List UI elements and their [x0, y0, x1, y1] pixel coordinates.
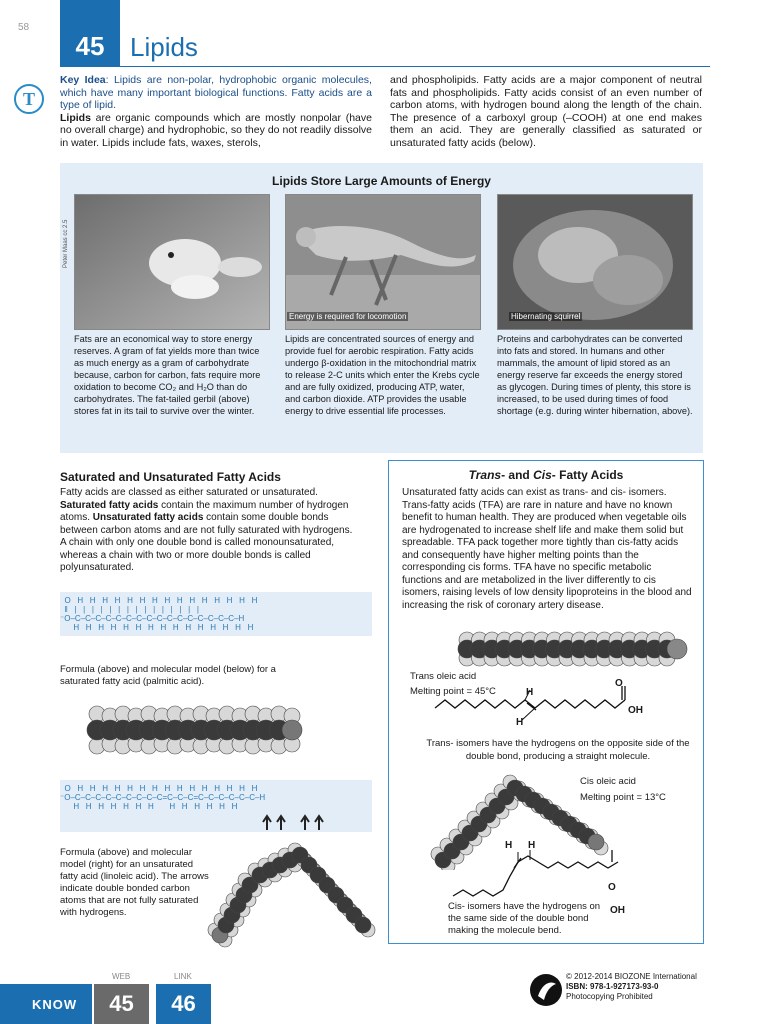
palmitic-formula — [60, 592, 372, 632]
linoleic-formula-box — [60, 780, 372, 832]
saturated-heading: Saturated and Unsaturated Fatty Acids — [60, 470, 281, 484]
saturated-body — [60, 487, 360, 575]
oxygen-atom — [667, 639, 687, 659]
web-label: WEB — [112, 972, 131, 981]
cheetah-photo — [285, 194, 481, 330]
heading-end: - Fatty Acids — [551, 468, 624, 482]
link-number-button[interactable]: 46 — [156, 984, 211, 1024]
teacher-badge-icon: T — [14, 84, 44, 114]
double-bond-arrows-icon — [255, 814, 335, 830]
trans-label: Trans oleic acid — [410, 671, 477, 682]
chapter-title: Lipids — [130, 32, 198, 62]
lipids-label: Lipids — [60, 111, 91, 124]
cis-melting-point: Melting point = 13°C — [580, 792, 666, 803]
web-number-button[interactable]: 45 — [94, 984, 149, 1024]
trans-cis-heading — [388, 468, 704, 482]
palmitic-caption: Formula (above) and molecular model (below) for a saturated fatty acid (palmitic acid). — [60, 664, 276, 687]
page-number: 58 — [18, 22, 30, 33]
photocopying-prohibited: Photocopying Prohibited — [566, 992, 653, 1001]
energy-col2-text: Lipids are concentrated sources of energy and provide fuel for aerobic respiration. Fatty acids undergo β-oxidation in the mitochondrial matrix to release 2-C units which enter the Krebs cycle and are fully oxidized, producing ATP, water, and carbon dioxide. ATP provides the usable energy to drive essential life processes. — [285, 334, 480, 416]
copyright: © 2012-2014 BIOZONE International — [566, 972, 697, 981]
formula2-chain: ⁻O–C–C–C–C–C–C–C–C–C=C–C–C=C–C–C–C–C–C–H — [60, 793, 266, 802]
formula1-top: O H H H H H H H H H H H H H H H — [60, 596, 258, 605]
photo-credit: Peter Maas cc 2.5 — [63, 219, 69, 268]
formula2-top: O H H H H H H H H H H H H H H H — [60, 784, 258, 793]
trans-melting-point: Melting point = 45°C — [410, 686, 496, 697]
palmitic-formula-box — [60, 592, 372, 636]
isbn: ISBN: 978-1-927173-93-0 — [566, 982, 659, 991]
saturated-text-3: contain some double bonds between carbon atoms and are not fully saturated with hydrogens. A chain with only one double bond is called monounsaturated, whereas a chain with two or more double bonds is called polyunsaturated. — [60, 512, 353, 573]
trans-skeletal-formula — [430, 680, 660, 735]
formula1-bonds: ‖ | | | | | | | | | | | | | | | — [60, 605, 199, 614]
energy-col3-text: Proteins and carbohydrates can be converted into fats and stored. In humans and other mammals, the amount of lipid stored as an energy reserve far exceeds the energy stored as glycogen. During times of plenty, this store is increased, to be used during times of food shortage (e.g. during winter hibernation, above). — [497, 334, 693, 416]
know-tab[interactable]: KNOW — [0, 984, 92, 1024]
cis-label: Cis oleic acid — [580, 776, 636, 787]
trans-atom-h-top: H — [526, 687, 534, 698]
link-label: LINK — [174, 972, 192, 981]
trans-atom-o: O — [615, 678, 623, 689]
trans-atom-h-bottom: H — [516, 717, 524, 728]
key-idea-text: : Lipids are non-polar, hydrophobic organic molecules, which have many important biological functions. Fatty acids are a type of lipid. — [60, 74, 372, 111]
formula1-chain: ⁻O–C–C–C–C–C–C–C–C–C–C–C–C–C–C–C–C–H — [60, 614, 245, 623]
energy-col1-text: Fats are an economical way to store energy reserves. A gram of fat yields more than twice as much energy as a gram of carbohydrate because, carbon for carbon, fats require more oxidation to become CO₂ and H₂O than do carbohydrates. The fat-tailed gerbil (above) stores fat in its tail to survive over the winter. — [74, 334, 261, 416]
intro-left-column — [60, 74, 372, 149]
cis-atom-h-right: H — [528, 840, 536, 851]
biozone-logo-icon — [528, 972, 564, 1008]
heading-trans: Trans — [468, 468, 502, 482]
trans-atom-oh: OH — [628, 705, 643, 716]
photo2-caption: Energy is required for locomotion — [289, 312, 407, 321]
linoleic-model — [205, 840, 380, 955]
title-rule — [60, 66, 710, 67]
lipids-text: are organic compounds which are mostly nonpolar (have no overall charge) and hydrophobic, so they do not readily dissolve in water. Lipids include fats, waxes, sterols, — [60, 111, 372, 149]
formula2-bottom: H H H H H H H H H H H H H — [60, 802, 238, 811]
saturated-text-2: contain the maximum number of hydrogen atoms. — [60, 499, 349, 523]
squirrel-photo — [497, 194, 693, 330]
saturated-term: Saturated fatty acids — [60, 499, 159, 511]
cis-atom-o: O — [608, 882, 616, 893]
cis-atom-oh: OH — [610, 905, 625, 916]
photo3-caption: Hibernating squirrel — [511, 312, 581, 321]
carbon-atom — [355, 917, 371, 933]
heading-mid: - and — [501, 468, 534, 482]
cis-atom-h-left: H — [505, 840, 513, 851]
energy-panel-title: Lipids Store Large Amounts of Energy — [272, 174, 491, 188]
trans-cis-body: Unsaturated fatty acids can exist as trans- and cis- isomers. Trans-fatty acids (TFA) are rare in nature and have no known benefit to human health. They are produced when vegetable oils are hydrogenated to increase shelf life and make them solid but spreadable. TFA pack together more tightly than cis-fatty acids and consequently have higher melting points than the corresponding cis forms. TFA have no specific metabolic functions and are metabolized in the liver differently to cis isomers, raising levels of low density lipoproteins in the blood and increasing the risk of coronary artery disease. — [402, 487, 692, 611]
formula1-bottom: H H H H H H H H H H H H H H H — [60, 623, 254, 632]
intro-right-column: and phospholipids. Fatty acids are a major component of neutral fats and phospholipids. Fatty acids consist of an even number of carbon atoms, with hydrogen bound along the length of the chain. The presence of a carboxyl group (–COOH) at one end makes them an acid. They are generally classified as saturated or unsaturated fatty acids (below). — [390, 74, 702, 149]
carbon-atom — [282, 720, 302, 740]
trans-oleic-model — [455, 628, 690, 675]
copyright-block — [566, 972, 697, 1002]
gerbil-photo — [74, 194, 270, 330]
unsaturated-term: Unsaturated fatty acids — [92, 512, 204, 523]
palmitic-model — [85, 700, 315, 765]
linoleic-formula — [60, 780, 372, 811]
saturated-text-1: Fatty acids are classed as either saturated or unsaturated. — [60, 487, 318, 498]
key-idea-label: Key Idea — [60, 74, 106, 86]
cis-caption: Cis- isomers have the hydrogens on the same side of the double bond making the molecule bend. — [448, 901, 601, 936]
chapter-number: 45 — [60, 0, 120, 66]
linoleic-caption: Formula (above) and molecular model (right) for an unsaturated fatty acid (linoleic acid). The arrows indicate double bonded carbon atoms that are not fully saturated with hydrogens. — [60, 847, 209, 918]
trans-caption: Trans- isomers have the hydrogens on the opposite side of the double bond, producing a straight molecule. — [426, 738, 690, 762]
heading-cis: Cis — [533, 468, 552, 482]
